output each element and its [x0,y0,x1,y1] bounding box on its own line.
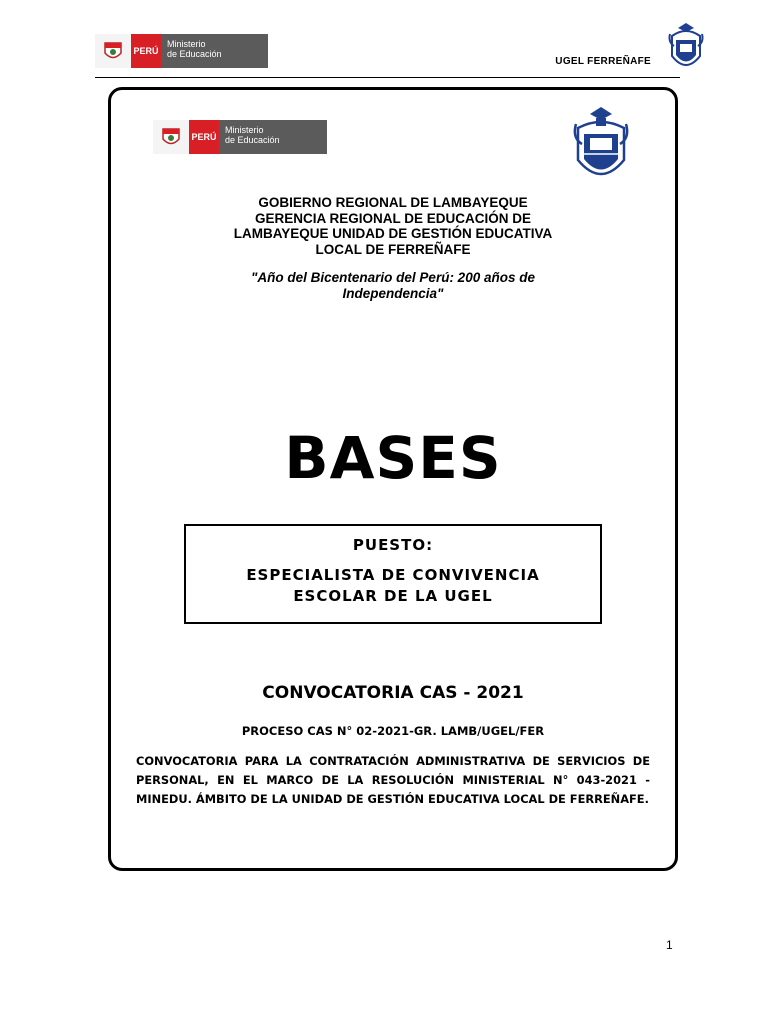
document-title: BASES [284,424,502,492]
convocatoria-heading: CONVOCATORIA CAS - 2021 [262,683,524,703]
ugel-crest-icon [666,22,706,76]
position-box [184,524,602,624]
description-last-line: MINEDU. ÁMBITO DE LA UNIDAD DE GESTIÓN EDUCATIVA LOCAL DE FERREÑAFE. [136,792,649,806]
process-number: PROCESO CAS N° 02-2021-GR. LAMB/UGEL/FER [241,724,545,738]
page-number: 1 [666,938,673,952]
peru-shield-icon [95,34,131,68]
ugel-header-label: UGEL FERREÑAFE [555,56,651,67]
ugel-crest-icon [572,104,630,190]
header-divider [95,77,680,78]
government-heading: GOBIERNO REGIONAL DE LAMBAYEQUE GERENCIA REGIONAL DE EDUCACIÓN DE LAMBAYEQUE UNIDAD DE GESTIÓN EDUCATIVA LOCAL DE FERREÑAFE [233,195,553,257]
position-label: PUESTO: [352,536,434,554]
year-motto: "Año del Bicentenario del Perú: 200 años de Independencia" [251,270,535,301]
minedu-header-logo [95,34,268,68]
peru-label: PERÚ [189,120,219,154]
position-title: ESPECIALISTA DE CONVIVENCIA ESCOLAR DE LA UGEL [246,566,540,605]
peru-label: PERÚ [131,34,161,68]
ministry-label: Ministerio de Educación [219,120,327,154]
peru-shield-icon [153,120,189,154]
description-paragraph: CONVOCATORIA PARA LA CONTRATACIÓN ADMINISTRATIVA DE SERVICIOS DE PERSONAL, EN EL MARCO DE LA RESOLUCIÓN MINISTERIAL N° 043-2021 - [136,754,650,787]
minedu-cover-logo [153,120,327,154]
ministry-label: Ministerio de Educación [161,34,268,68]
